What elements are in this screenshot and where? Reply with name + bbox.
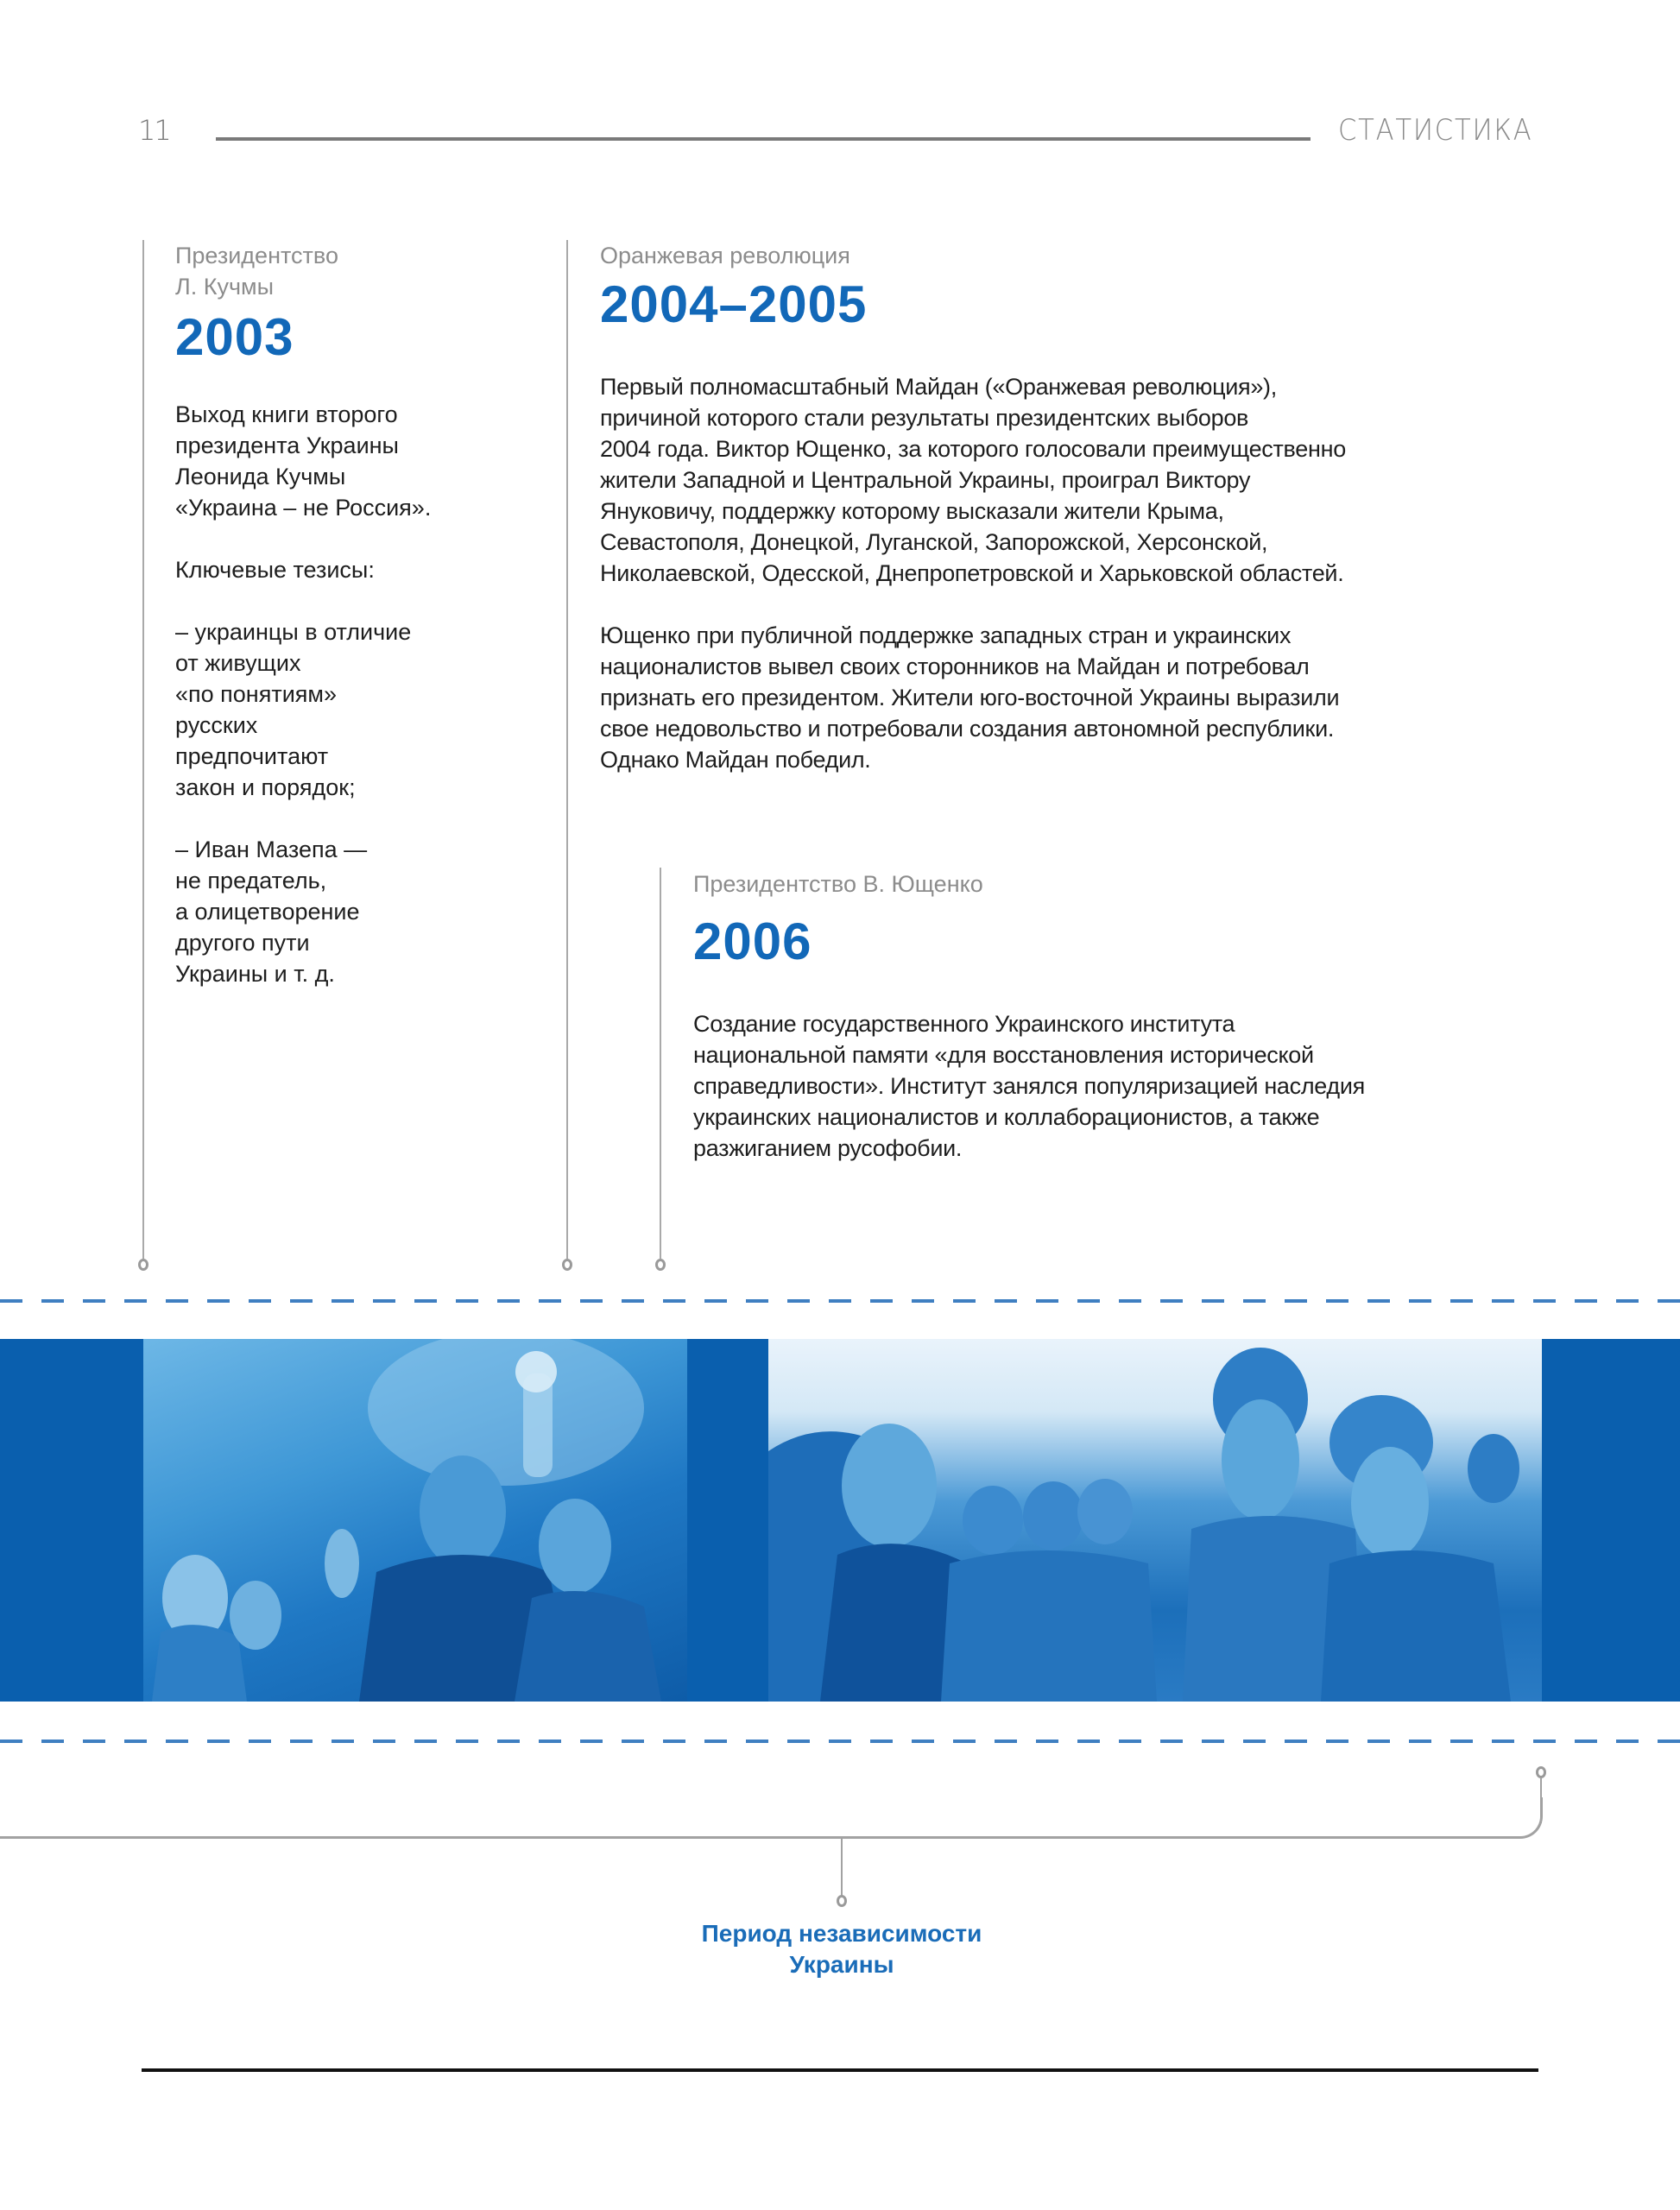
entry-year: 2003: [175, 308, 294, 366]
period-label: Период независимости Украины: [701, 1920, 982, 1978]
timeline-entry-2006: [693, 868, 1557, 1195]
entry-body: [600, 371, 1567, 775]
entry-body: [693, 1008, 1557, 1164]
footer-rule: [142, 2068, 1538, 2072]
connector-node-center: [837, 1895, 847, 1907]
section-title: СТАТИСТИКА: [1338, 113, 1533, 148]
page-number: 11: [138, 114, 170, 147]
entry-paragraph: Ющенко при публичной поддержке западных стран и украинских националистов вывел своих сторонников на Майдан и потребовал признать его президентом. Жители юго-восточной Украины выразили свое недовольство и потребовали создания автономной республики. Однако Майдан победил.: [600, 622, 1340, 773]
entry-label: Оранжевая революция: [600, 243, 850, 268]
header-rule: [216, 137, 1311, 141]
connector-corner: [1511, 1797, 1543, 1839]
photo-soldiers: [768, 1339, 1542, 1702]
entry-label: Президентство Л. Кучмы: [175, 243, 338, 300]
connector-line-center: [841, 1838, 843, 1898]
timeline-entry-2004-2005: [600, 240, 1567, 806]
connector-node-right: [1536, 1766, 1546, 1778]
entry-year: 2004–2005: [600, 275, 868, 333]
entry-label: Президентство В. Ющенко: [693, 871, 983, 897]
photo-soldiers-image: [768, 1339, 1542, 1702]
timeline-line-2004: [566, 240, 568, 1259]
entry-paragraph: Первый полномасштабный Майдан («Оранжевая революция»), причиной которого стали результаты президентских выборов 2004 года. Виктор Ющенко, за которого голосовали преимущественно жители Западной и Центральной Украины, проиграл Виктору Януковичу, поддержку которому высказали жители Крыма, Севастополя, Донецкой, Луганской, Запорожской, Херсонской, Николаевской, Одесской, Днепропетровской и Харьковской областей.: [600, 374, 1346, 586]
timeline-line-2003: [142, 240, 144, 1259]
entry-year: 2006: [693, 912, 812, 970]
timeline-entry-2003: [175, 240, 538, 1020]
entry-paragraph: – украинцы в отличие от живущих «по понятиям» русских предпочитают закон и порядок;: [175, 619, 412, 800]
timeline-line-2006: [660, 868, 661, 1259]
entry-paragraph: – Иван Мазепа — не предатель, а олицетворение другого пути Украины и т. д.: [175, 837, 368, 987]
entry-body: [175, 399, 538, 989]
entry-paragraph: Выход книги второго президента Украины Леонида Кучмы «Украина – не Россия».: [175, 401, 432, 521]
photo-rally: [143, 1339, 687, 1702]
dashed-separator-bottom: [0, 1740, 1680, 1743]
timeline-node-2003: [138, 1259, 148, 1271]
photo-rally-image: [143, 1339, 687, 1702]
timeline-node-2006: [655, 1259, 666, 1271]
entry-paragraph: Создание государственного Украинского института национальной памяти «для восстановления исторической справедливости». Институт занялся популяризацией наследия украинских националистов и коллаборационистов, а также разжиганием русофобии.: [693, 1011, 1365, 1161]
connector-line-horizontal: [0, 1836, 1513, 1839]
dashed-separator-top: [0, 1299, 1680, 1303]
entry-paragraph: Ключевые тезисы:: [175, 557, 375, 583]
timeline-node-2004: [562, 1259, 572, 1271]
